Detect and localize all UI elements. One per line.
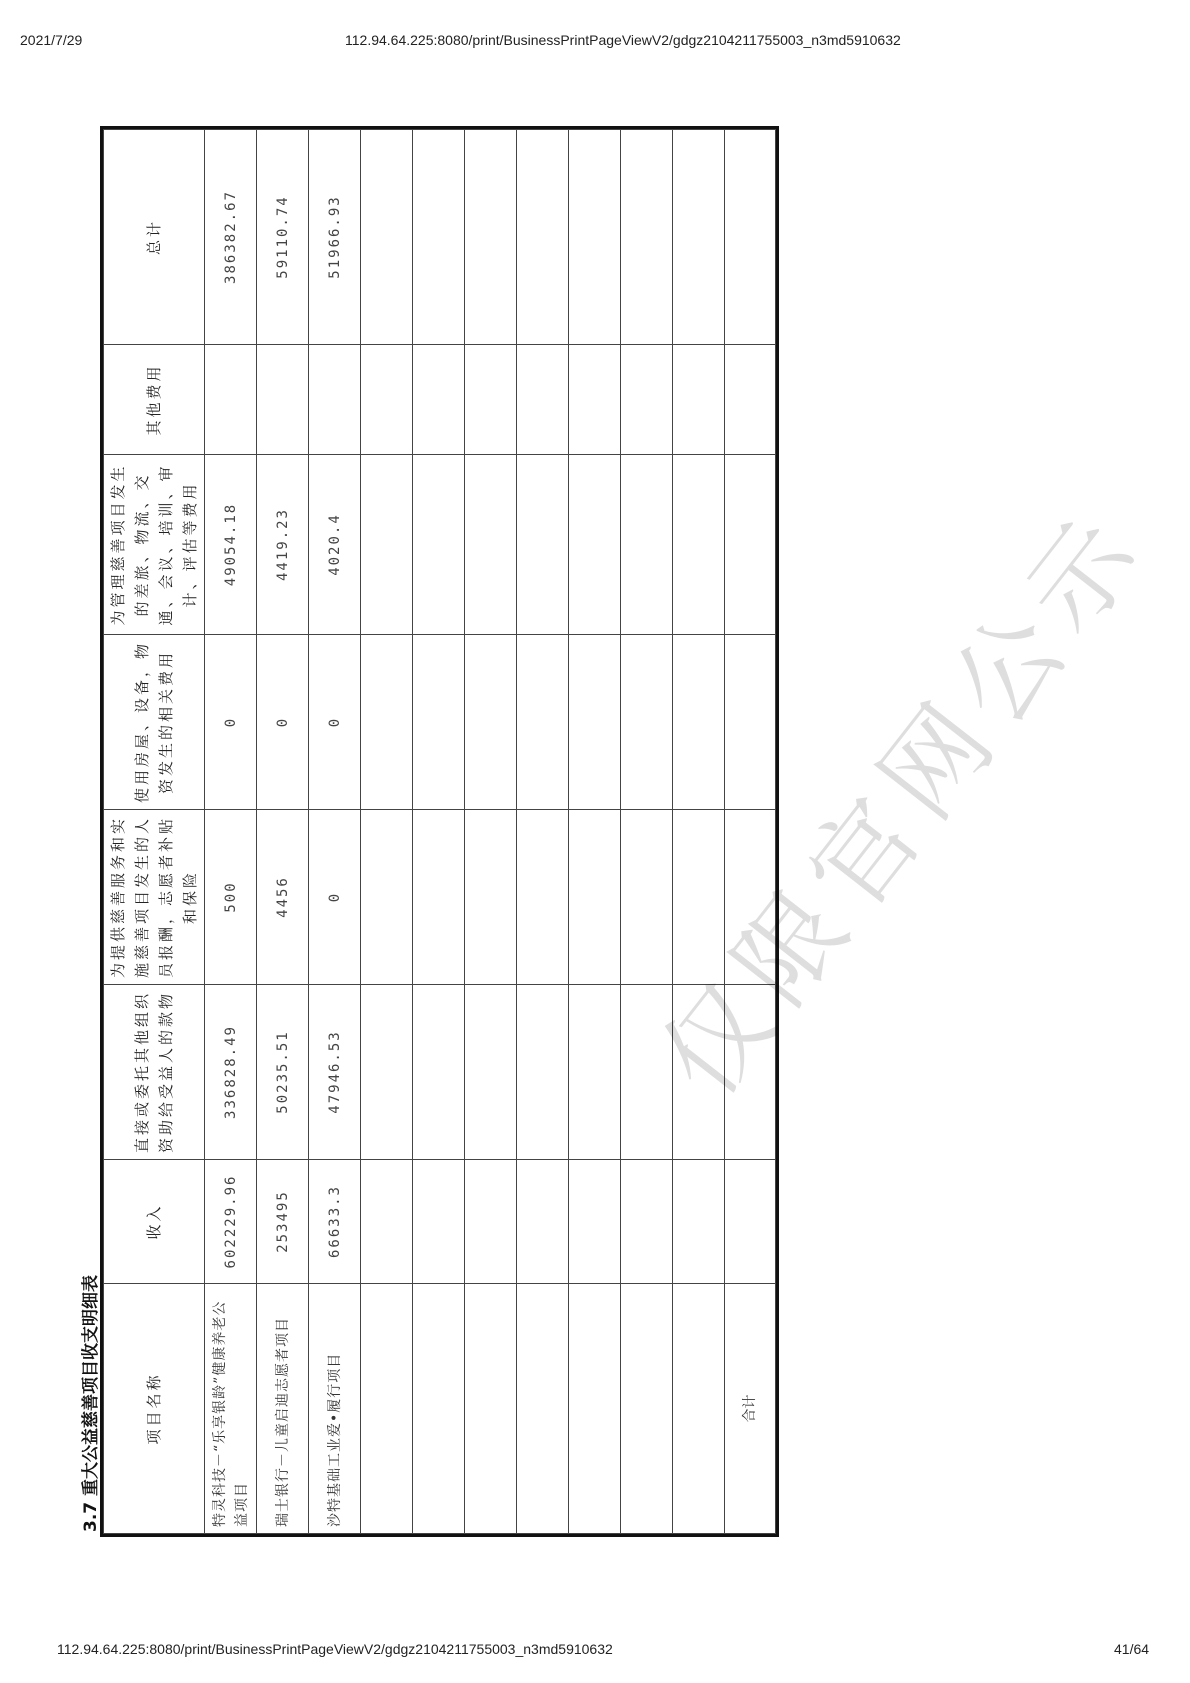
total-direct-aid xyxy=(725,985,776,1160)
print-date: 2021/7/29 xyxy=(20,32,83,48)
total-other-costs xyxy=(725,345,776,455)
cell-facility-costs: 0 xyxy=(309,635,361,810)
cell-other-costs xyxy=(205,345,257,455)
col-header-other-costs: 其他费用 xyxy=(104,345,205,455)
cell-staff-compensation: 4456 xyxy=(257,810,309,985)
col-header-staff-compensation: 为提供慈善服务和实施慈善项目发生的人员报酬，志愿者补贴和保险 xyxy=(104,810,205,985)
col-header-management-costs: 为管理慈善项目发生的差旅、物流、交通、会议、培训、审计、评估等费用 xyxy=(104,455,205,635)
cell-project-name: 瑞士银行－儿童启迪志愿者项目 xyxy=(257,1284,309,1534)
cell-other-costs xyxy=(309,345,361,455)
total-grand-total xyxy=(725,130,776,345)
cell-project-name: 沙特基础工业爱•履行项目 xyxy=(309,1284,361,1534)
total-facility-costs xyxy=(725,635,776,810)
table-row xyxy=(309,130,361,1534)
cell-management-costs: 4419.23 xyxy=(257,455,309,635)
print-url: 112.94.64.225:8080/print/BusinessPrintPageViewV2/gdgz2104211755003_n3md5910632 xyxy=(345,32,901,48)
rotated-table-block xyxy=(80,130,763,1534)
cell-management-costs: 4020.4 xyxy=(309,455,361,635)
total-staff-compensation xyxy=(725,810,776,985)
cell-income: 66633.3 xyxy=(309,1160,361,1284)
total-management-costs xyxy=(725,455,776,635)
col-header-facility-costs: 使用房屋、设备，物资发生的相关费用 xyxy=(104,635,205,810)
table-row xyxy=(205,130,257,1534)
section-title: 3.7 重大公益慈善项目收支明细表 xyxy=(81,1274,101,1532)
table-header-row xyxy=(104,130,205,1534)
page-number: 41/64 xyxy=(1114,1641,1150,1657)
cell-direct-aid: 47946.53 xyxy=(309,985,361,1160)
cell-income: 602229.96 xyxy=(205,1160,257,1284)
cell-total: 59110.74 xyxy=(257,130,309,345)
cell-total: 51966.93 xyxy=(309,130,361,345)
total-income xyxy=(725,1160,776,1284)
cell-income: 253495 xyxy=(257,1160,309,1284)
cell-total: 386382.67 xyxy=(205,130,257,345)
cell-facility-costs: 0 xyxy=(257,635,309,810)
cell-project-name: 特灵科技－“乐享银龄”健康养老公益项目 xyxy=(205,1284,257,1534)
col-header-total: 总计 xyxy=(104,130,205,345)
empty-table-row xyxy=(569,130,621,1534)
cell-direct-aid: 336828.49 xyxy=(205,985,257,1160)
cell-direct-aid: 50235.51 xyxy=(257,985,309,1160)
cell-staff-compensation: 0 xyxy=(309,810,361,985)
empty-table-row xyxy=(517,130,569,1534)
empty-table-row xyxy=(361,130,413,1534)
empty-table-row xyxy=(413,130,465,1534)
cell-facility-costs: 0 xyxy=(205,635,257,810)
col-header-income: 收入 xyxy=(104,1160,205,1284)
cell-management-costs: 49054.18 xyxy=(205,455,257,635)
empty-table-row xyxy=(621,130,673,1534)
empty-table-row xyxy=(465,130,517,1534)
total-label: 合计 xyxy=(725,1284,776,1534)
total-row xyxy=(725,130,776,1534)
cell-other-costs xyxy=(257,345,309,455)
footer-url: 112.94.64.225:8080/print/BusinessPrintPageViewV2/gdgz2104211755003_n3md5910632 xyxy=(57,1641,613,1657)
col-header-project-name: 项目名称 xyxy=(104,1284,205,1534)
cell-staff-compensation: 500 xyxy=(205,810,257,985)
col-header-direct-aid: 直接或委托其他组织资助给受益人的款物 xyxy=(104,985,205,1160)
empty-table-row xyxy=(673,130,725,1534)
project-income-expense-table xyxy=(103,129,776,1534)
watermark: 仅限官网公示 xyxy=(638,486,1171,1120)
table-row xyxy=(257,130,309,1534)
